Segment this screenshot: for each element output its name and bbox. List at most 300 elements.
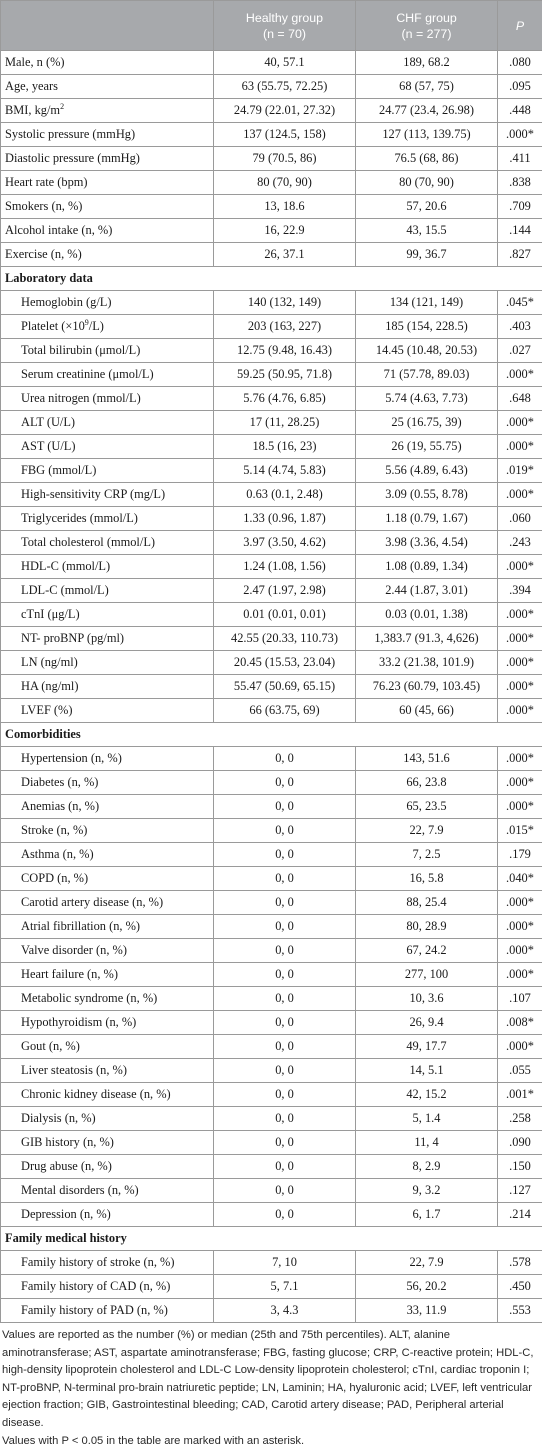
row-label <box>1 51 214 75</box>
cell-p-value: .045* <box>498 291 542 315</box>
row-label-text: LN (ng/ml) <box>21 655 78 669</box>
cell-p-value: .095 <box>498 75 542 99</box>
row-label-text: Serum creatinine (μmol/L) <box>21 367 154 381</box>
cell-p-value: .055 <box>498 1059 542 1083</box>
table-footnotes <box>0 1323 542 1450</box>
cell-healthy: 0, 0 <box>214 1083 356 1107</box>
cell-p-value: .019* <box>498 459 542 483</box>
footnote-significance: Values with P < 0.05 in the table are marked with an asterisk. <box>2 1433 540 1450</box>
table-row <box>1 243 542 267</box>
row-label <box>1 1299 214 1323</box>
row-label <box>1 963 214 987</box>
cell-healthy: 0, 0 <box>214 1059 356 1083</box>
cell-chf: 185 (154, 228.5) <box>356 315 498 339</box>
row-label <box>1 675 214 699</box>
row-label-text: Chronic kidney disease (n, %) <box>21 1087 171 1101</box>
table-row <box>1 1299 542 1323</box>
cell-p-value: .000* <box>498 771 542 795</box>
row-label <box>1 171 214 195</box>
cell-healthy: 42.55 (20.33, 110.73) <box>214 627 356 651</box>
cell-healthy: 55.47 (50.69, 65.15) <box>214 675 356 699</box>
cell-healthy: 1.33 (0.96, 1.87) <box>214 507 356 531</box>
cell-chf: 277, 100 <box>356 963 498 987</box>
cell-chf: 5, 1.4 <box>356 1107 498 1131</box>
cell-p-value: .448 <box>498 99 542 123</box>
cell-healthy: 63 (55.75, 72.25) <box>214 75 356 99</box>
row-label <box>1 75 214 99</box>
cell-p-value: .150 <box>498 1155 542 1179</box>
table-row <box>1 171 542 195</box>
table-row <box>1 747 542 771</box>
row-label-text: Carotid artery disease (n, %) <box>21 895 163 909</box>
row-label <box>1 555 214 579</box>
row-label-text: Family history of CAD (n, %) <box>21 1279 170 1293</box>
cell-healthy: 0, 0 <box>214 747 356 771</box>
cell-p-value: .000* <box>498 603 542 627</box>
table-row <box>1 1083 542 1107</box>
cell-chf: 3.98 (3.36, 4.54) <box>356 531 498 555</box>
table-row <box>1 507 542 531</box>
row-label <box>1 1203 214 1227</box>
table-row <box>1 579 542 603</box>
table-row <box>1 1251 542 1275</box>
row-label-text: Age, years <box>5 79 58 93</box>
row-label <box>1 699 214 723</box>
cell-healthy: 13, 18.6 <box>214 195 356 219</box>
cell-healthy: 2.47 (1.97, 2.98) <box>214 579 356 603</box>
cell-p-value: .000* <box>498 915 542 939</box>
cell-healthy: 0, 0 <box>214 891 356 915</box>
cell-chf: 71 (57.78, 89.03) <box>356 363 498 387</box>
row-label <box>1 867 214 891</box>
row-label-text: Urea nitrogen (mmol/L) <box>21 391 141 405</box>
cell-p-value: .000* <box>498 699 542 723</box>
cell-healthy: 3, 4.3 <box>214 1299 356 1323</box>
header-healthy-title: Healthy group <box>218 10 351 26</box>
cell-p-value: .000* <box>498 627 542 651</box>
row-label-text: Gout (n, %) <box>21 1039 80 1053</box>
cell-healthy: 0, 0 <box>214 1131 356 1155</box>
cell-chf: 33.2 (21.38, 101.9) <box>356 651 498 675</box>
row-label <box>1 1179 214 1203</box>
header-chf-group <box>356 1 498 51</box>
cell-chf: 80 (70, 90) <box>356 171 498 195</box>
row-label <box>1 387 214 411</box>
header-chf-title: CHF group <box>360 10 493 26</box>
row-label <box>1 603 214 627</box>
cell-healthy: 26, 37.1 <box>214 243 356 267</box>
row-label-text: Hemoglobin (g/L) <box>21 295 112 309</box>
cell-p-value: .001* <box>498 1083 542 1107</box>
table-row <box>1 411 542 435</box>
cell-healthy: 3.97 (3.50, 4.62) <box>214 531 356 555</box>
row-label <box>1 795 214 819</box>
cell-p-value: .060 <box>498 507 542 531</box>
cell-chf: 88, 25.4 <box>356 891 498 915</box>
row-label-text: AST (U/L) <box>21 439 76 453</box>
row-label-text: Atrial fibrillation (n, %) <box>21 919 140 933</box>
row-label-text: NT- proBNP (pg/ml) <box>21 631 124 645</box>
cell-p-value: .709 <box>498 195 542 219</box>
cell-healthy: 1.24 (1.08, 1.56) <box>214 555 356 579</box>
table-row <box>1 1203 542 1227</box>
cell-healthy: 12.75 (9.48, 16.43) <box>214 339 356 363</box>
row-label <box>1 291 214 315</box>
table-row <box>1 1275 542 1299</box>
row-label-text: Metabolic syndrome (n, %) <box>21 991 157 1005</box>
cell-chf: 67, 24.2 <box>356 939 498 963</box>
cell-healthy: 0, 0 <box>214 939 356 963</box>
cell-healthy: 0, 0 <box>214 963 356 987</box>
cell-chf: 22, 7.9 <box>356 819 498 843</box>
cell-healthy: 16, 22.9 <box>214 219 356 243</box>
cell-healthy: 137 (124.5, 158) <box>214 123 356 147</box>
row-label <box>1 123 214 147</box>
cell-p-value: .090 <box>498 1131 542 1155</box>
cell-chf: 49, 17.7 <box>356 1035 498 1059</box>
row-label-text: LDL-C (mmol/L) <box>21 583 109 597</box>
cell-p-value: .838 <box>498 171 542 195</box>
row-label-text: Systolic pressure (mmHg) <box>5 127 135 141</box>
row-label <box>1 1059 214 1083</box>
row-label-text: Total cholesterol (mmol/L) <box>21 535 155 549</box>
cell-healthy: 5, 7.1 <box>214 1275 356 1299</box>
table-row <box>1 99 542 123</box>
row-label-text: Depression (n, %) <box>21 1207 111 1221</box>
section-title: Family medical history <box>1 1227 542 1251</box>
row-label <box>1 219 214 243</box>
cell-chf: 14.45 (10.48, 20.53) <box>356 339 498 363</box>
cell-chf: 5.74 (4.63, 7.73) <box>356 387 498 411</box>
section-title: Laboratory data <box>1 267 542 291</box>
cell-p-value: .027 <box>498 339 542 363</box>
cell-p-value: .578 <box>498 1251 542 1275</box>
row-label-suffix: /L) <box>89 319 104 333</box>
cell-chf: 0.03 (0.01, 1.38) <box>356 603 498 627</box>
row-label <box>1 1251 214 1275</box>
row-label-text: cTnI (μg/L) <box>21 607 80 621</box>
cell-healthy: 0, 0 <box>214 843 356 867</box>
row-label-text: COPD (n, %) <box>21 871 88 885</box>
cell-p-value: .000* <box>498 435 542 459</box>
table-row <box>1 891 542 915</box>
cell-p-value: .000* <box>498 555 542 579</box>
cell-healthy: 0, 0 <box>214 867 356 891</box>
row-label-text: Liver steatosis (n, %) <box>21 1063 127 1077</box>
cell-chf: 7, 2.5 <box>356 843 498 867</box>
header-healthy-n: (n = 70) <box>218 26 351 42</box>
section-title: Comorbidities <box>1 723 542 747</box>
cell-healthy: 40, 57.1 <box>214 51 356 75</box>
row-label-text: Triglycerides (mmol/L) <box>21 511 138 525</box>
table-row <box>1 459 542 483</box>
cell-healthy: 0, 0 <box>214 1107 356 1131</box>
table-row <box>1 315 542 339</box>
row-label <box>1 915 214 939</box>
row-label <box>1 1131 214 1155</box>
table-row <box>1 75 542 99</box>
cell-healthy: 0, 0 <box>214 915 356 939</box>
table-row <box>1 771 542 795</box>
row-label-text: Heart rate (bpm) <box>5 175 88 189</box>
cell-healthy: 20.45 (15.53, 23.04) <box>214 651 356 675</box>
table-row <box>1 675 542 699</box>
cell-healthy: 0, 0 <box>214 819 356 843</box>
row-label-text: Heart failure (n, %) <box>21 967 118 981</box>
cell-p-value: .179 <box>498 843 542 867</box>
header-row <box>1 1 542 51</box>
cell-chf: 65, 23.5 <box>356 795 498 819</box>
cell-chf: 8, 2.9 <box>356 1155 498 1179</box>
row-label <box>1 771 214 795</box>
row-label <box>1 1035 214 1059</box>
table-row <box>1 819 542 843</box>
row-label-text: Hypertension (n, %) <box>21 751 122 765</box>
cell-chf: 189, 68.2 <box>356 51 498 75</box>
cell-p-value: .107 <box>498 987 542 1011</box>
row-label-text: Family history of stroke (n, %) <box>21 1255 175 1269</box>
cell-chf: 14, 5.1 <box>356 1059 498 1083</box>
table-row <box>1 1155 542 1179</box>
table-row <box>1 963 542 987</box>
cell-p-value: .450 <box>498 1275 542 1299</box>
cell-healthy: 0, 0 <box>214 1011 356 1035</box>
cell-healthy: 203 (163, 227) <box>214 315 356 339</box>
row-label <box>1 507 214 531</box>
cell-chf: 134 (121, 149) <box>356 291 498 315</box>
row-label-text: Exercise (n, %) <box>5 247 82 261</box>
cell-chf: 2.44 (1.87, 3.01) <box>356 579 498 603</box>
cell-healthy: 0, 0 <box>214 1155 356 1179</box>
row-label <box>1 147 214 171</box>
row-label-text: BMI, kg/m <box>5 103 60 117</box>
row-label-text: High-sensitivity CRP (mg/L) <box>21 487 165 501</box>
cell-chf: 3.09 (0.55, 8.78) <box>356 483 498 507</box>
cell-healthy: 0, 0 <box>214 1179 356 1203</box>
row-label <box>1 1011 214 1035</box>
table-row <box>1 147 542 171</box>
table-row <box>1 1131 542 1155</box>
cell-chf: 76.5 (68, 86) <box>356 147 498 171</box>
table-row <box>1 843 542 867</box>
cell-chf: 143, 51.6 <box>356 747 498 771</box>
cell-healthy: 17 (11, 28.25) <box>214 411 356 435</box>
row-label <box>1 99 214 123</box>
table-body <box>1 51 542 1323</box>
cell-healthy: 0, 0 <box>214 1203 356 1227</box>
cell-healthy: 80 (70, 90) <box>214 171 356 195</box>
table-row <box>1 1011 542 1035</box>
table-row <box>1 483 542 507</box>
cell-p-value: .258 <box>498 1107 542 1131</box>
cell-chf: 26, 9.4 <box>356 1011 498 1035</box>
cell-chf: 1.18 (0.79, 1.67) <box>356 507 498 531</box>
cell-healthy: 66 (63.75, 69) <box>214 699 356 723</box>
cell-chf: 56, 20.2 <box>356 1275 498 1299</box>
cell-p-value: .000* <box>498 795 542 819</box>
row-label <box>1 363 214 387</box>
row-label-text: Platelet (×10 <box>21 319 85 333</box>
cell-p-value: .394 <box>498 579 542 603</box>
row-label-text: Alcohol intake (n, %) <box>5 223 112 237</box>
cell-chf: 60 (45, 66) <box>356 699 498 723</box>
row-label <box>1 1107 214 1131</box>
cell-p-value: .127 <box>498 1179 542 1203</box>
table-row <box>1 555 542 579</box>
cell-p-value: .000* <box>498 651 542 675</box>
cell-p-value: .411 <box>498 147 542 171</box>
row-label <box>1 891 214 915</box>
cell-chf: 26 (19, 55.75) <box>356 435 498 459</box>
cell-chf: 22, 7.9 <box>356 1251 498 1275</box>
cell-healthy: 140 (132, 149) <box>214 291 356 315</box>
cell-p-value: .080 <box>498 51 542 75</box>
table-header <box>1 1 542 51</box>
table-row <box>1 219 542 243</box>
cell-p-value: .403 <box>498 315 542 339</box>
cell-p-value: .000* <box>498 939 542 963</box>
cell-chf: 6, 1.7 <box>356 1203 498 1227</box>
row-label-text: Stroke (n, %) <box>21 823 87 837</box>
cell-chf: 43, 15.5 <box>356 219 498 243</box>
row-label-text: Mental disorders (n, %) <box>21 1183 139 1197</box>
cell-healthy: 59.25 (50.95, 71.8) <box>214 363 356 387</box>
cell-p-value: .000* <box>498 891 542 915</box>
table-row <box>1 1107 542 1131</box>
table-row <box>1 51 542 75</box>
cell-p-value: .000* <box>498 963 542 987</box>
cell-healthy: 79 (70.5, 86) <box>214 147 356 171</box>
row-label-text: Smokers (n, %) <box>5 199 82 213</box>
cell-healthy: 7, 10 <box>214 1251 356 1275</box>
row-label <box>1 531 214 555</box>
row-label-text: LVEF (%) <box>21 703 73 717</box>
table-row <box>1 291 542 315</box>
cell-chf: 16, 5.8 <box>356 867 498 891</box>
cell-chf: 1,383.7 (91.3, 4,626) <box>356 627 498 651</box>
cell-healthy: 0, 0 <box>214 771 356 795</box>
table-row <box>1 939 542 963</box>
cell-p-value: .243 <box>498 531 542 555</box>
cell-healthy: 5.76 (4.76, 6.85) <box>214 387 356 411</box>
cell-healthy: 18.5 (16, 23) <box>214 435 356 459</box>
row-label-text: HA (ng/ml) <box>21 679 78 693</box>
row-label <box>1 1083 214 1107</box>
row-label <box>1 819 214 843</box>
row-label <box>1 627 214 651</box>
cell-p-value: .015* <box>498 819 542 843</box>
row-label <box>1 315 214 339</box>
cell-p-value: .000* <box>498 411 542 435</box>
row-label-text: ALT (U/L) <box>21 415 75 429</box>
table-row <box>1 195 542 219</box>
cell-p-value: .214 <box>498 1203 542 1227</box>
table-row <box>1 363 542 387</box>
cell-p-value: .553 <box>498 1299 542 1323</box>
cell-p-value: .000* <box>498 363 542 387</box>
row-label-text: Family history of PAD (n, %) <box>21 1303 168 1317</box>
row-label-text: Male, n (%) <box>5 55 65 69</box>
row-label <box>1 843 214 867</box>
table-row <box>1 339 542 363</box>
table-row <box>1 123 542 147</box>
cell-p-value: .000* <box>498 123 542 147</box>
table-row <box>1 915 542 939</box>
header-variable <box>1 1 214 51</box>
cell-p-value: .000* <box>498 1035 542 1059</box>
cell-p-value: .144 <box>498 219 542 243</box>
row-label <box>1 195 214 219</box>
cell-chf: 1.08 (0.89, 1.34) <box>356 555 498 579</box>
cell-chf: 24.77 (23.4, 26.98) <box>356 99 498 123</box>
table-row <box>1 987 542 1011</box>
cell-chf: 57, 20.6 <box>356 195 498 219</box>
cell-p-value: .040* <box>498 867 542 891</box>
row-label-superscript: 2 <box>60 102 64 111</box>
cell-healthy: 0, 0 <box>214 795 356 819</box>
cell-healthy: 0, 0 <box>214 1035 356 1059</box>
cell-p-value: .648 <box>498 387 542 411</box>
row-label <box>1 1155 214 1179</box>
cell-p-value: .008* <box>498 1011 542 1035</box>
cell-healthy: 0.01 (0.01, 0.01) <box>214 603 356 627</box>
row-label <box>1 747 214 771</box>
row-label-text: GIB history (n, %) <box>21 1135 114 1149</box>
row-label-text: FBG (mmol/L) <box>21 463 96 477</box>
table-row <box>1 1179 542 1203</box>
row-label <box>1 459 214 483</box>
row-label-text: Valve disorder (n, %) <box>21 943 127 957</box>
cell-healthy: 0, 0 <box>214 987 356 1011</box>
row-label <box>1 435 214 459</box>
table-row <box>1 531 542 555</box>
cell-healthy: 5.14 (4.74, 5.83) <box>214 459 356 483</box>
cell-chf: 5.56 (4.89, 6.43) <box>356 459 498 483</box>
table-row <box>1 1035 542 1059</box>
table-row <box>1 1059 542 1083</box>
cell-p-value: .000* <box>498 747 542 771</box>
section-row <box>1 723 542 747</box>
cell-p-value: .000* <box>498 675 542 699</box>
cell-chf: 11, 4 <box>356 1131 498 1155</box>
table-row <box>1 651 542 675</box>
row-label-text: Diastolic pressure (mmHg) <box>5 151 140 165</box>
table-row <box>1 435 542 459</box>
cell-chf: 66, 23.8 <box>356 771 498 795</box>
cell-p-value: .827 <box>498 243 542 267</box>
cell-chf: 76.23 (60.79, 103.45) <box>356 675 498 699</box>
row-label-text: Dialysis (n, %) <box>21 1111 96 1125</box>
row-label <box>1 651 214 675</box>
table-row <box>1 795 542 819</box>
row-label-text: Hypothyroidism (n, %) <box>21 1015 136 1029</box>
table-row <box>1 603 542 627</box>
row-label-text: Asthma (n, %) <box>21 847 94 861</box>
cell-chf: 25 (16.75, 39) <box>356 411 498 435</box>
row-label <box>1 579 214 603</box>
row-label-text: Anemias (n, %) <box>21 799 99 813</box>
header-chf-n: (n = 277) <box>360 26 493 42</box>
row-label-text: Total bilirubin (μmol/L) <box>21 343 140 357</box>
row-label <box>1 339 214 363</box>
cell-chf: 33, 11.9 <box>356 1299 498 1323</box>
table-row <box>1 867 542 891</box>
cell-chf: 42, 15.2 <box>356 1083 498 1107</box>
row-label <box>1 411 214 435</box>
row-label <box>1 939 214 963</box>
footnote-abbreviations: Values are reported as the number (%) or median (25th and 75th percentiles). ALT, alanine aminotransferase; AST, aspartate aminotransferase; FBG, fasting glucose; CRP, C-reactive protein; HDL-C, high-density lipoprotein cholesterol and LDL-C Low-density lipoprotein cholesterol; cTnI, cardiac troponin I; NT-proBNP, N-terminal pro-brain natriuretic peptide; LN, Laminin; HA, hyaluronic acid; LVEF, left ventricular ejection fraction; GIB, Gastrointestinal bleeding; CAD, Carotid artery disease; PAD, Peripheral arterial disease. <box>2 1327 540 1433</box>
row-label <box>1 987 214 1011</box>
